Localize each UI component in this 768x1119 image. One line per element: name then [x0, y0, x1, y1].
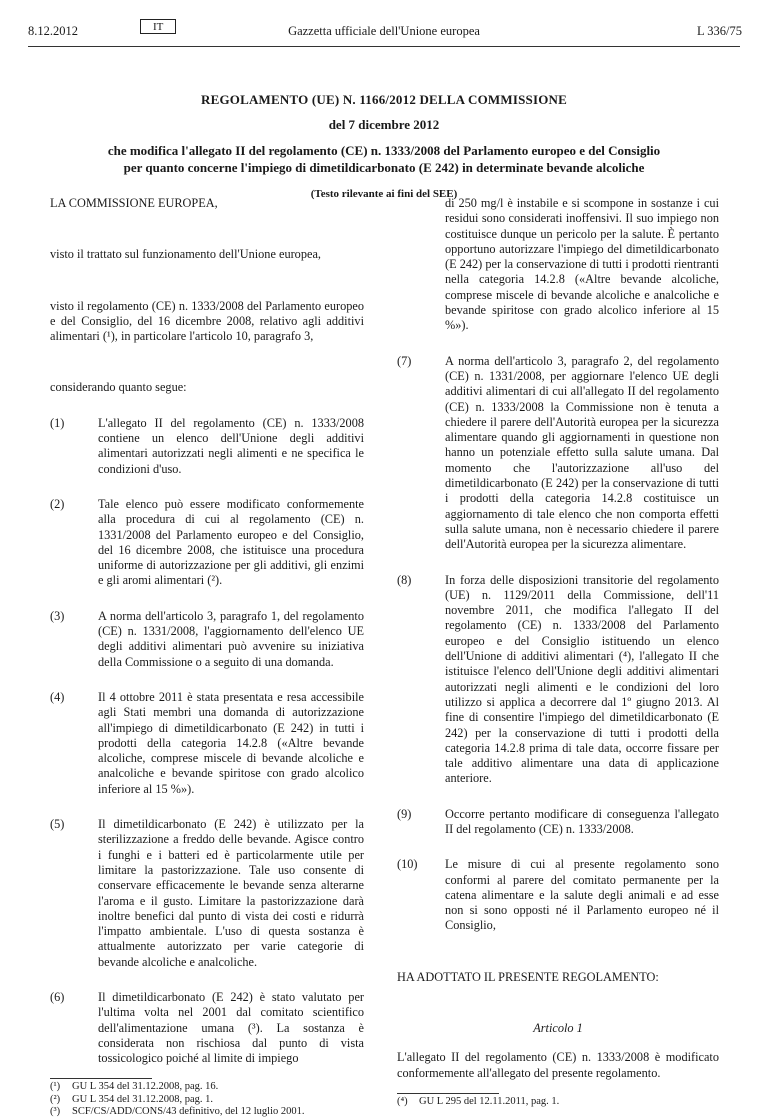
recital-2 — [50, 497, 364, 589]
recital-text: di 250 mg/l è instabile e si scompone in sostanze i cui residui sono considerati inoffensivi. Il suo impiego non costituisce dunque un pericolo per la salute. È pertanto opportuno autorizzare l'impiego del dimetildicarbonato (E 242) per la conservazione di tutti i prodotti rientranti nella categoria 14.2.8 («Altre bevande alcoliche, comprese miscele di bevande alcoliche e analcoliche e bevande spiritose con grado alcolico inferiore al 15 %»). — [445, 196, 719, 333]
commission-intro: LA COMMISSIONE EUROPEA, — [50, 196, 218, 210]
recital-number: (7) — [397, 353, 412, 368]
right-column — [397, 196, 719, 1108]
footnote-text: GU L 354 del 31.12.2008, pag. 1. — [72, 1093, 214, 1105]
article-title: Articolo 1 — [533, 1021, 583, 1036]
recital-number: (2) — [50, 496, 65, 511]
recital-text: Le misure di cui al presente regolamento sono conformi al parere del comitato permanente per la catena alimentare e la salute degli animali e ad esse non si sono opposti né il Parlamento europeo né il Consiglio, — [445, 857, 719, 933]
footnote-mark: (⁴) — [397, 1095, 408, 1107]
recital-4 — [50, 690, 364, 797]
regulation-title: REGOLAMENTO (UE) N. 1166/2012 DELLA COMMISSIONE — [201, 92, 567, 107]
recital-text: Il 4 ottobre 2011 è stata presentata e resa accessibile agli Stati membri una domanda di autorizzazione all'impiego di dimetildicarbonato (E 242) in tutti i prodotti della categoria 14.2.8 («Altre bevande alcoliche, comprese miscele di bevande alcoliche e analcoliche e bevande spiritose con grado alcolico inferiore al 15 %»). — [98, 689, 364, 796]
adoption-statement: HA ADOTTATO IL PRESENTE REGOLAMENTO: — [397, 969, 659, 984]
recital-10 — [397, 857, 719, 933]
recital-text: Occorre pertanto modificare di conseguenza l'allegato II del regolamento (CE) n. 1333/2008. — [445, 806, 719, 836]
recital-1 — [50, 416, 364, 477]
recital-8 — [397, 573, 719, 787]
recital-text: Il dimetildicarbonato (E 242) è utilizzato per la sterilizzazione a freddo delle bevande. Agisce contro i funghi e i batteri ed è particolarmente utile per limitare la pastorizzazione. Tale uso consente di conservare efficacemente le bevande senza alterarne l'aroma e il gusto. Limitare la pastorizzazione darà inoltre benefici dal punto di vista dei costi e ridurrà l'impatto ambientale. L'uso di questa sostanza è attualmente autorizzato per varie categorie di bevande alcoliche e analcoliche. — [98, 817, 364, 969]
recital-number: (9) — [397, 806, 412, 821]
recital-number: (4) — [50, 689, 65, 704]
footnote-divider — [397, 1093, 499, 1094]
recital-9 — [397, 807, 719, 838]
footnote-2 — [50, 1094, 364, 1107]
footnote-1 — [50, 1081, 364, 1094]
recital-text: Il dimetildicarbonato (E 242) è stato valutato per l'ultima volta nel 2001 dal comitato scientifico dell'alimentazione umana (³). La sostanza è considerata non rischiosa dal punto di vista tossicologico poiché al limite di impiego — [98, 989, 364, 1066]
recital-5 — [50, 817, 364, 970]
recital-text: Tale elenco può essere modificato conformemente alla procedura di cui al regolamento (CE) n. 1331/2008 del Parlamento europeo e del Consiglio, del 16 dicembre 2008, che istituisce una procedura uniforme di autorizzazione per gli additivi, gli enzimi e gli aromi alimentari (²). — [98, 496, 364, 588]
recital-6 — [50, 990, 364, 1066]
regulation-subject — [50, 142, 718, 176]
recital-number: (1) — [50, 415, 65, 430]
header-date: 8.12.2012 — [28, 24, 78, 38]
eea-relevance: (Testo rilevante ai fini del SEE) — [310, 188, 458, 200]
page-reference: L 336/75 — [696, 24, 742, 38]
journal-title: Gazzetta ufficiale dell'Unione europea — [288, 24, 480, 38]
recital-number: (8) — [397, 572, 412, 587]
left-column — [50, 196, 364, 1119]
recital-number: (6) — [50, 989, 65, 1004]
subject-line-2: per quanto concerne l'impiego di dimetildicarbonato (E 242) in determinate bevande alcoliche — [123, 160, 645, 175]
recital-number: (3) — [50, 608, 65, 623]
article-text: L'allegato II del regolamento (CE) n. 1333/2008 è modificato conformemente all'allegato del presente regolamento. — [397, 1050, 719, 1080]
recital-text: In forza delle disposizioni transitorie del regolamento (UE) n. 1129/2011 della Commissione, dell'11 novembre 2011, che modifica l'allegato II del regolamento (CE) n. 1333/2008 del Parlamento europeo e del Consiglio istituendo un elenco dell'Unione di additivi alimentari (⁴), l'allegato II che istituisce l'elenco dell'Unione degli additivi alimentari autorizzati negli alimenti e le condizioni del loro utilizzo si applica a decorrere dal 1º giugno 2013. Al fine di consentire l'impiego del dimetildicarbonato (E 242) per la conservazione di tutti i prodotti della categoria 14.2.8 prima di tale data, occorre fissare per tale additivo alimentare una data di applicazione anteriore. — [445, 572, 719, 786]
recital-text: L'allegato II del regolamento (CE) n. 1333/2008 contiene un elenco dell'Unione degli additivi alimentari autorizzati negli alimenti e ne specifica le condizioni d'uso. — [98, 415, 364, 476]
recital-7 — [397, 354, 719, 553]
recital-number: (10) — [397, 857, 418, 872]
citation-treaty: visto il trattato sul funzionamento dell'Unione europea, — [50, 247, 321, 262]
footnote-mark: (²) — [50, 1093, 61, 1105]
language-badge: IT — [140, 19, 176, 34]
footnote-3 — [50, 1106, 364, 1119]
recital-6-continued — [397, 196, 719, 334]
recital-number: (5) — [50, 817, 65, 832]
footnote-text: GU L 295 del 12.11.2011, pag. 1. — [419, 1095, 560, 1107]
footnote-divider — [50, 1078, 152, 1079]
header-divider — [28, 46, 740, 47]
footnote-4 — [397, 1096, 719, 1109]
title-block — [50, 92, 718, 200]
recital-text: A norma dell'articolo 3, paragrafo 1, del regolamento (CE) n. 1331/2008, l'aggiornamento dell'elenco UE degli additivi alimentari può avvenire su iniziativa della Commissione o a seguito di una domanda. — [98, 608, 364, 669]
footnote-mark: (¹) — [50, 1081, 61, 1093]
recital-3 — [50, 609, 364, 670]
footnote-mark: (³) — [50, 1106, 61, 1118]
recital-text: A norma dell'articolo 3, paragrafo 2, del regolamento (CE) n. 1331/2008, per aggiornare l'elenco UE degli additivi alimentari di cui all'allegato II del regolamento (CE) n. 1333/2008 la Commissione non è tenuta a chiedere il parere dell'Autorità europea per la sicurezza alimentare quando gli aggiornamenti in questione non hanno un potenziale effetto sulla salute umana. Dal momento che l'autorizzazione all'uso del dimetildicarbonato (E 242) per la conservazione di tutti i prodotti della categoria 14.2.8 costituisce un aggiornamento di tale elenco che non comporta effetti sulla salute umana, non è necessario chiedere il parere dell'Autorità europea per la sicurezza alimentare. — [445, 353, 719, 552]
whereas-intro: considerando quanto segue: — [50, 380, 187, 395]
citation-regulation: visto il regolamento (CE) n. 1333/2008 del Parlamento europeo e del Consiglio, del 16 dicembre 2008, relativo agli additivi alimentari (¹), in particolare l'articolo 10, paragrafo 3, — [50, 298, 364, 344]
regulation-date: del 7 dicembre 2012 — [328, 117, 440, 132]
footnote-text: GU L 354 del 31.12.2008, pag. 16. — [72, 1081, 219, 1093]
subject-line-1: che modifica l'allegato II del regolamento (CE) n. 1333/2008 del Parlamento europeo e del Consiglio — [107, 143, 661, 158]
footnote-text: SCF/CS/ADD/CONS/43 definitivo, del 12 luglio 2001. — [72, 1106, 305, 1118]
